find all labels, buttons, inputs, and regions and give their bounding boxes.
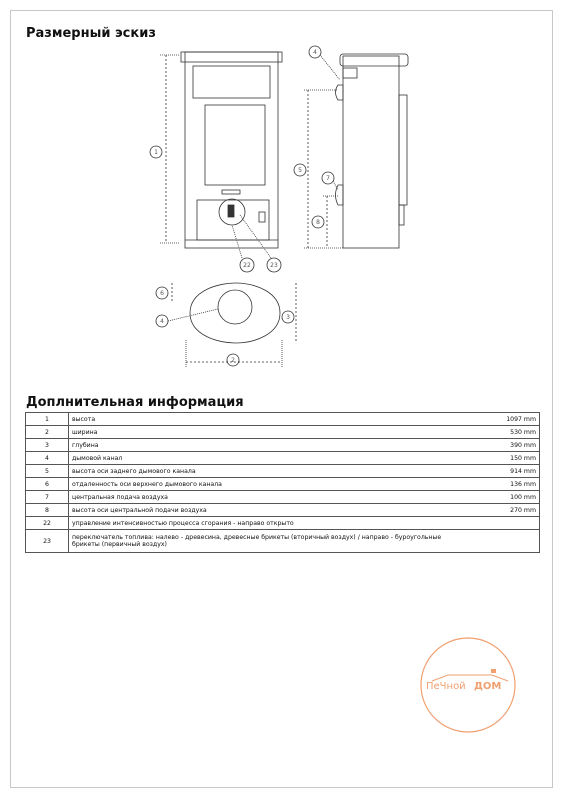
info-row (26, 465, 540, 478)
front-top-plate (181, 52, 282, 62)
label-2: 2 (231, 357, 235, 364)
row-value: 150 mm (473, 452, 540, 465)
row-value: 136 mm (473, 478, 540, 491)
sketch-heading: Размерный эскиз (26, 26, 156, 41)
label-23: 23 (270, 262, 278, 269)
row-description: высота оси центральной подачи воздуха (69, 504, 474, 517)
label-8: 8 (316, 219, 320, 226)
row-number: 3 (26, 439, 69, 452)
info-row (26, 491, 540, 504)
info-row (26, 426, 540, 439)
row-value (473, 517, 540, 530)
row-value: 100 mm (473, 491, 540, 504)
info-row (26, 478, 540, 491)
info-row (26, 530, 540, 553)
label-7: 7 (326, 175, 330, 182)
row-value: 1097 mm (473, 413, 540, 426)
row-number: 22 (26, 517, 69, 530)
label-5: 5 (298, 167, 302, 174)
row-description: дымовой канал (69, 452, 474, 465)
info-row (26, 452, 540, 465)
svg-text:ПеЧной: ПеЧной (426, 681, 466, 692)
row-description: глубина (69, 439, 474, 452)
row-description: высота оси заднего дымового канала (69, 465, 474, 478)
svg-text:ДОМ: ДОМ (474, 681, 502, 692)
row-description: высота (69, 413, 474, 426)
info-heading: Доплнительная информация (26, 395, 244, 410)
info-table (25, 412, 540, 553)
pechnoy-dom-logo (418, 635, 518, 735)
label-6: 6 (160, 290, 164, 297)
row-number: 4 (26, 452, 69, 465)
row-description: отдаленность оси верхнего дымового канала (69, 478, 474, 491)
row-number: 7 (26, 491, 69, 504)
row-value (473, 530, 540, 553)
row-number: 5 (26, 465, 69, 478)
row-number: 1 (26, 413, 69, 426)
row-value: 390 mm (473, 439, 540, 452)
row-description: ширина (69, 426, 474, 439)
label-4: 4 (313, 49, 317, 56)
label-1: 1 (154, 149, 158, 156)
row-value: 270 mm (473, 504, 540, 517)
row-description: управление интенсивностью процесса сгорания - направо открыто (69, 517, 474, 530)
row-description: переключатель топлива: налево - древесина, древесные брикеты (вторичный воздух) / направо - буроугольные брикеты (первичный воздух) (69, 530, 474, 553)
row-number: 2 (26, 426, 69, 439)
label-3: 3 (286, 314, 290, 321)
label-22: 22 (243, 262, 251, 269)
row-value: 914 mm (473, 465, 540, 478)
row-number: 8 (26, 504, 69, 517)
row-value: 530 mm (473, 426, 540, 439)
info-row (26, 413, 540, 426)
dimension-sketch (140, 40, 430, 380)
info-row (26, 517, 540, 530)
front-door-glass (205, 105, 265, 185)
row-number: 23 (26, 530, 69, 553)
label-4-top: 4 (160, 318, 164, 325)
row-number: 6 (26, 478, 69, 491)
row-description: центральная подача воздуха (69, 491, 474, 504)
info-row (26, 439, 540, 452)
info-row (26, 504, 540, 517)
